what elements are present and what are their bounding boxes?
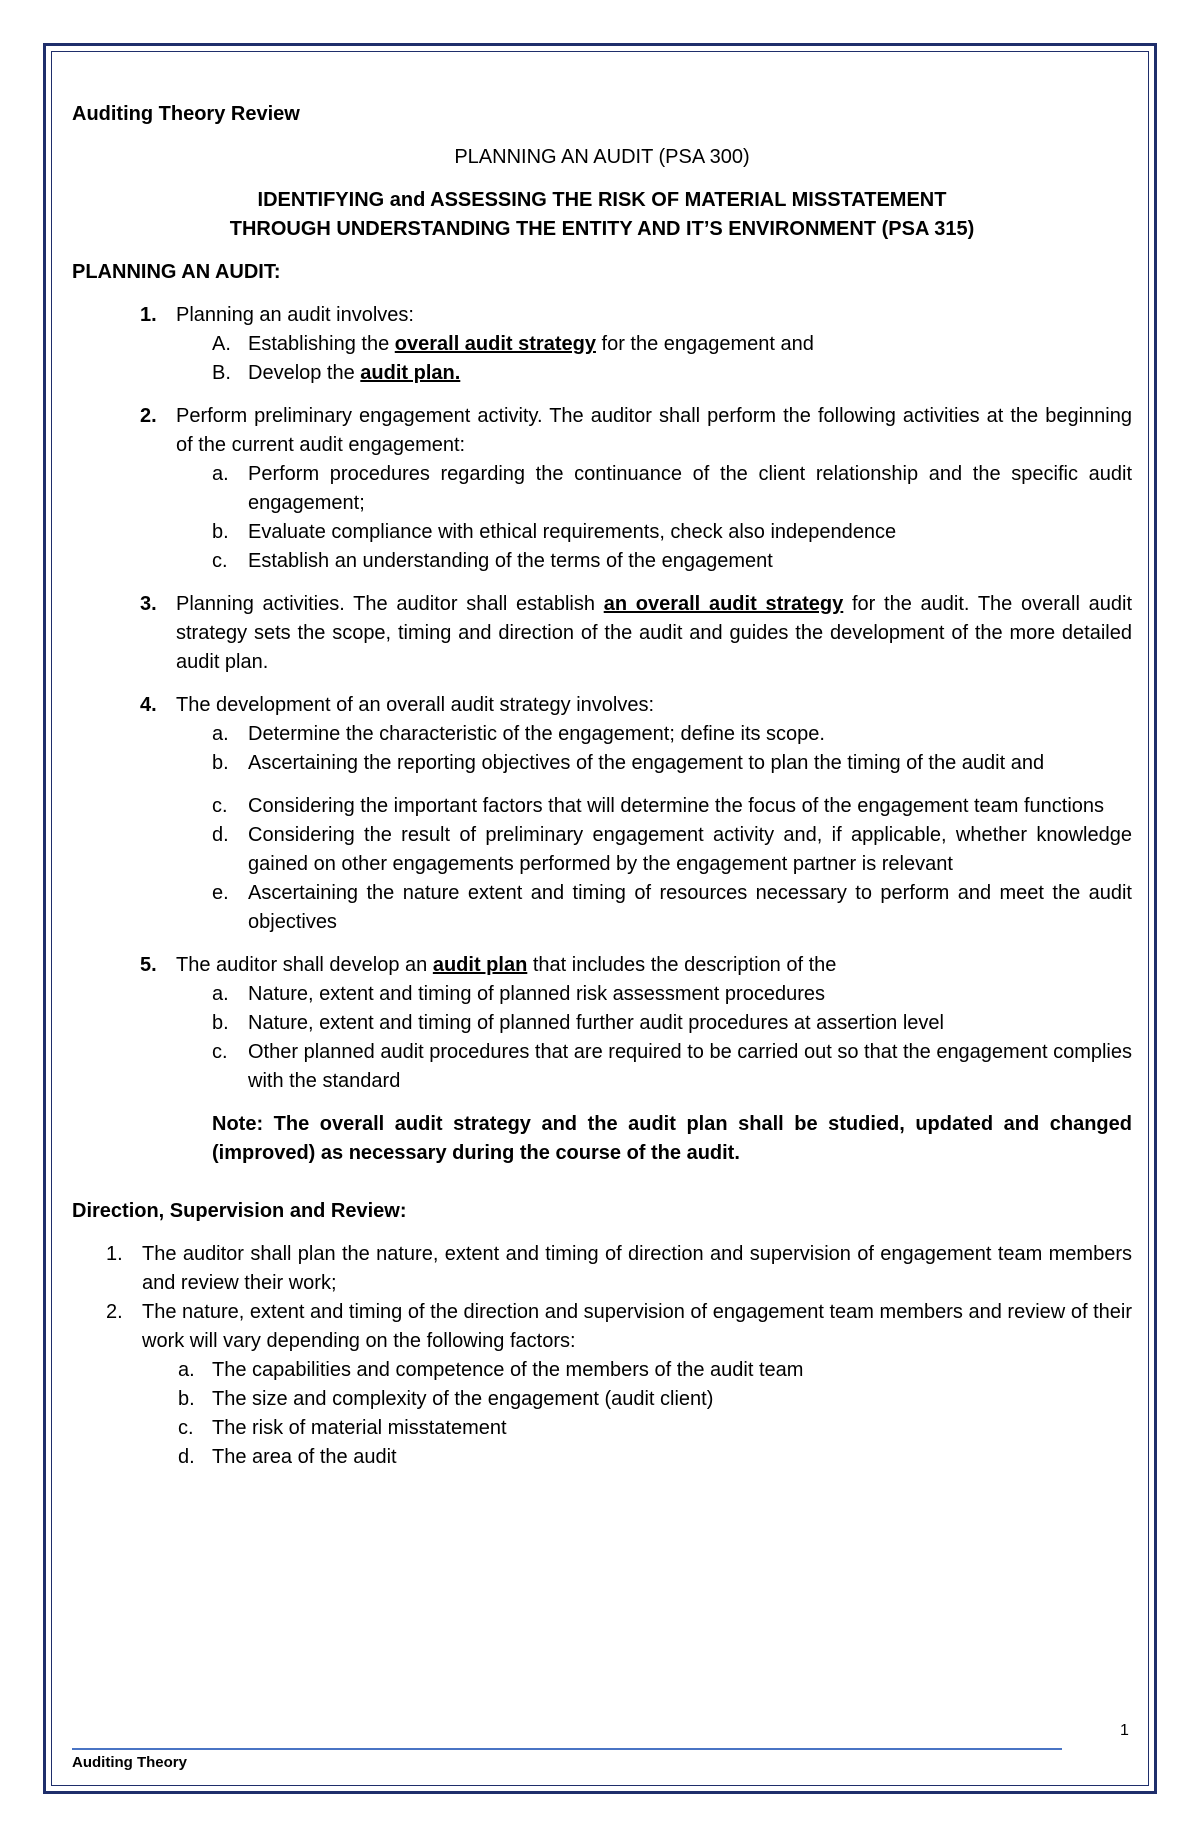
list-item: 5. The auditor shall develop an audit plan that includes the description of the [72, 951, 1132, 980]
document-title: Auditing Theory Review [72, 103, 300, 125]
sub-list-item: B. Develop the audit plan. [72, 359, 1132, 388]
document-body [72, 100, 1132, 1472]
sub-list-item: b. Evaluate compliance with ethical requirements, check also independence [72, 518, 1132, 547]
list-number: 1. [140, 304, 157, 326]
list-text: The development of an overall audit strategy involves: [176, 694, 655, 716]
list-text: Perform preliminary engagement activity. The auditor shall perform the following activities at the beginning of the current audit engagement: [176, 405, 1132, 456]
sub-list-letter: b. [212, 521, 229, 543]
list-number: 1. [106, 1243, 123, 1265]
list-text: Planning an audit involves: [176, 304, 414, 326]
list-number: 3. [140, 593, 157, 615]
sub-list-letter: a. [212, 463, 229, 485]
sub-list-letter: c. [212, 550, 228, 572]
sub-list-letter: b. [212, 752, 229, 774]
footer-text: Auditing Theory [72, 1754, 187, 1771]
list-item [72, 402, 1132, 460]
sub-list-item: A. Establishing the overall audit strategy for the engagement and [72, 330, 1132, 359]
sub-list-letter: d. [212, 824, 229, 846]
sub-list-letter: c. [178, 1417, 194, 1439]
sub-list-item: a. Determine the characteristic of the engagement; define its scope. [72, 720, 1132, 749]
subtitle-line-1: IDENTIFYING and ASSESSING THE RISK OF MATERIAL MISSTATEMENT [257, 189, 947, 211]
list-number: 4. [140, 694, 157, 716]
section-heading-direction: Direction, Supervision and Review: [72, 1200, 407, 1222]
list-item: 1. The auditor shall plan the nature, extent and timing of direction and supervision of engagement team members and review their work; [72, 1240, 1132, 1298]
sub-list-item: a. Perform procedures regarding the continuance of the client relationship and the specific audit engagement; [72, 460, 1132, 518]
sub-list-item: e. Ascertaining the nature extent and timing of resources necessary to perform and meet the audit objectives [72, 879, 1132, 937]
sub-list-item: c. Considering the important factors that will determine the focus of the engagement team functions [72, 792, 1132, 821]
sub-list-letter: a. [178, 1359, 195, 1381]
sub-list-letter: b. [212, 1012, 229, 1034]
underlined-term: audit plan [432, 954, 528, 976]
list-item [72, 301, 1132, 330]
sub-list-letter: d. [178, 1446, 195, 1468]
sub-list-letter: B. [212, 362, 231, 384]
underlined-term: overall audit strategy [394, 333, 596, 355]
sub-list-letter: b. [178, 1388, 195, 1410]
sub-list-item: a. The capabilities and competence of the members of the audit team [72, 1356, 1132, 1385]
sub-list-item: c. Other planned audit procedures that are required to be carried out so that the engagement complies with the standard [72, 1038, 1132, 1096]
sub-list-item: c. The risk of material misstatement [72, 1414, 1132, 1443]
sub-list-letter: c. [212, 1041, 228, 1063]
sub-list-item: d. Considering the result of preliminary engagement activity and, if applicable, whether knowledge gained on other engagements performed by the engagement partner is relevant [72, 821, 1132, 879]
underlined-term: an overall audit strategy [603, 593, 844, 615]
list-number: 5. [140, 954, 157, 976]
sub-list-letter: c. [212, 795, 228, 817]
subtitle-line-2: THROUGH UNDERSTANDING THE ENTITY AND IT’S ENVIRONMENT (PSA 315) [229, 218, 975, 240]
note-paragraph: Note: The overall audit strategy and the audit plan shall be studied, updated and changed (improved) as necessary during the course of the audit. [212, 1113, 1132, 1164]
underlined-term: audit plan. [360, 362, 461, 384]
sub-list-item: b. Nature, extent and timing of planned further audit procedures at assertion level [72, 1009, 1132, 1038]
list-item: 2. The nature, extent and timing of the direction and supervision of engagement team members and review of their work will vary depending on the following factors: [72, 1298, 1132, 1356]
list-item: 3. Planning activities. The auditor shall establish an overall audit strategy for the audit. The overall audit strategy sets the scope, timing and direction of the audit and guides the development of the more detailed audit plan. [72, 590, 1132, 677]
list-number: 2. [106, 1301, 123, 1323]
sub-list-letter: e. [212, 882, 229, 904]
sub-list-item: d. The area of the audit [72, 1443, 1132, 1472]
sub-list-letter: a. [212, 983, 229, 1005]
sub-list-item: b. Ascertaining the reporting objectives of the engagement to plan the timing of the audit and [72, 749, 1132, 778]
sub-list-letter: A. [212, 333, 231, 355]
sub-list-item: a. Nature, extent and timing of planned risk assessment procedures [72, 980, 1132, 1009]
main-title: PLANNING AN AUDIT (PSA 300) [454, 146, 750, 168]
footer-divider [72, 1748, 1062, 1750]
list-item [72, 691, 1132, 720]
list-number: 2. [140, 405, 157, 427]
sub-list-item: b. The size and complexity of the engagement (audit client) [72, 1385, 1132, 1414]
sub-list-letter: a. [212, 723, 229, 745]
page-number: 1 [1120, 1722, 1129, 1739]
sub-list-item: c. Establish an understanding of the terms of the engagement [72, 547, 1132, 576]
section-heading-planning: PLANNING AN AUDIT: [72, 261, 281, 283]
